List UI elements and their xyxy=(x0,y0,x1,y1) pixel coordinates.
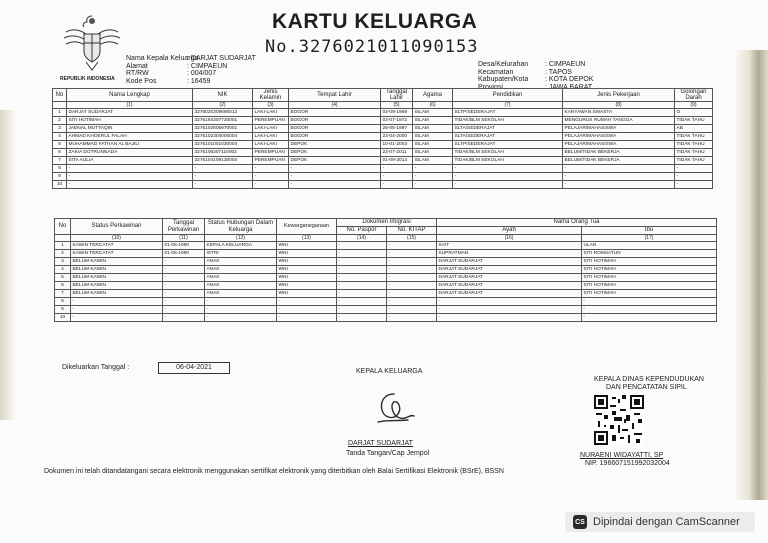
column-header: No xyxy=(55,219,71,235)
table-header-row xyxy=(53,89,713,102)
table-cell: ISLAM xyxy=(413,125,453,133)
table-cell: - xyxy=(337,314,387,322)
table-cell: PEREMPUAN xyxy=(253,149,289,157)
table-cell: - xyxy=(582,314,717,322)
table-cell: 3276101001030004 xyxy=(193,141,253,149)
table-cell: - xyxy=(675,165,713,173)
table-cell: - xyxy=(163,258,205,266)
header-label: RT/RW xyxy=(126,70,149,77)
column-header: Tempat Lahir xyxy=(289,89,381,102)
column-index: (16) xyxy=(437,235,582,242)
table-cell: - xyxy=(563,165,675,173)
table-cell: - xyxy=(437,298,582,306)
table-cell: - xyxy=(337,306,387,314)
column-index: (2) xyxy=(193,102,253,109)
table-cell: TIDAK/BLM SEKOLAH xyxy=(453,149,563,157)
family-status-body xyxy=(55,242,717,322)
table-cell: 1 xyxy=(53,109,67,117)
table-cell: AHMAD KHOERUL FALAH xyxy=(67,133,193,141)
table-cell: - xyxy=(437,306,582,314)
table-cell: - xyxy=(67,181,193,189)
table-cell: BELUM KAWIN xyxy=(71,282,163,290)
table-cell: DEPOK xyxy=(289,141,381,149)
table-row xyxy=(55,266,717,274)
column-header: Tanggal Lahir xyxy=(381,89,413,102)
table-cell: - xyxy=(453,181,563,189)
table-cell: MENGURUS RUMAH TANGGA xyxy=(563,117,675,125)
table-cell: 4 xyxy=(53,133,67,141)
table-cell: 23-07-2011 xyxy=(381,149,413,157)
table-cell: SLTA/SEDERAJAT xyxy=(453,125,563,133)
family-status-table xyxy=(54,218,717,322)
table-cell: - xyxy=(163,298,205,306)
table-cell: 3276020309690012 xyxy=(193,109,253,117)
table-cell: PELAJAR/MAHASISWA xyxy=(563,133,675,141)
table-row xyxy=(53,173,713,181)
kepala-keluarga-name: DARJAT SUDARJAT xyxy=(348,440,413,447)
table-cell: 3 xyxy=(55,258,71,266)
table-cell: WNI xyxy=(277,266,337,274)
table-cell: - xyxy=(71,306,163,314)
table-cell: - xyxy=(563,173,675,181)
table-cell: 01-09-2013 xyxy=(381,157,413,165)
table-cell: DEPOK xyxy=(289,149,381,157)
column-header: Nama Orang Tua xyxy=(437,219,717,227)
column-index: (15) xyxy=(387,235,437,242)
table-cell: - xyxy=(413,165,453,173)
column-index: (6) xyxy=(413,102,453,109)
table-cell: SAIT xyxy=(437,242,582,250)
column-index: (7) xyxy=(453,102,563,109)
header-label: Kabupaten/Kota xyxy=(478,76,529,83)
column-header: Dokumen Imigrasi xyxy=(337,219,437,227)
official-nip: NIP. 196607151992032004 xyxy=(585,460,670,467)
column-header: Nama Lengkap xyxy=(67,89,193,102)
table-cell: SITI HOTIMAH xyxy=(582,266,717,274)
table-cell: - xyxy=(163,314,205,322)
table-cell: - xyxy=(387,274,437,282)
table-cell: WNI xyxy=(277,242,337,250)
table-cell: - xyxy=(289,173,381,181)
table-cell: 6 xyxy=(53,149,67,157)
family-members-body xyxy=(53,109,713,189)
table-cell: BELUM KAWIN xyxy=(71,258,163,266)
table-cell: BELUM KAWIN xyxy=(71,266,163,274)
table-cell: - xyxy=(277,298,337,306)
qr-code-icon xyxy=(594,395,644,445)
table-cell: ANAK xyxy=(205,258,277,266)
column-index: (3) xyxy=(253,102,289,109)
column-subheader: Ibu xyxy=(582,227,717,235)
header-right-values xyxy=(545,61,594,91)
table-cell: 3276106307110002 xyxy=(193,149,253,157)
table-cell: - xyxy=(205,314,277,322)
table-header-row xyxy=(55,219,717,227)
table-cell: 10-01-2003 xyxy=(381,141,413,149)
table-cell: MUHAMMAD FATHAN AL BAJILI xyxy=(67,141,193,149)
table-cell: ISLAM xyxy=(413,117,453,125)
table-cell: SITA AULIA xyxy=(67,157,193,165)
table-cell: - xyxy=(387,250,437,258)
table-row xyxy=(55,250,717,258)
table-cell: DEPOK xyxy=(289,157,381,165)
table-cell: SITI HOTIMAH xyxy=(582,282,717,290)
signature-icon xyxy=(364,390,422,430)
table-row xyxy=(55,242,717,250)
table-cell: SITI HOTIMAH xyxy=(582,258,717,266)
table-cell: PEREMPUAN xyxy=(253,157,289,165)
column-subheader: Ayah xyxy=(437,227,582,235)
table-cell: 01-05-1990 xyxy=(163,242,205,250)
table-cell: 5 xyxy=(53,141,67,149)
table-cell: O xyxy=(675,109,713,117)
table-cell: WNI xyxy=(277,258,337,266)
column-index xyxy=(53,102,67,109)
table-cell: - xyxy=(387,258,437,266)
table-cell: WNI xyxy=(277,274,337,282)
table-cell: SITI ROMSATUN xyxy=(582,250,717,258)
table-cell: 6 xyxy=(55,282,71,290)
table-cell: TIDAK TAHU xyxy=(675,117,713,125)
table-cell: DARJAT SUDARJAT xyxy=(437,266,582,274)
column-header: NIK xyxy=(193,89,253,102)
header-label: Kode Pos xyxy=(126,77,157,85)
table-cell: ISTRI xyxy=(205,250,277,258)
header-label: Provinsi xyxy=(478,83,503,91)
table-cell: DARJAT SUDARJAT xyxy=(437,274,582,282)
table-cell: - xyxy=(193,165,253,173)
table-cell: - xyxy=(337,290,387,298)
column-index: (4) xyxy=(289,102,381,109)
table-cell: - xyxy=(387,266,437,274)
table-cell: SUPRATMAN xyxy=(437,250,582,258)
table-cell: - xyxy=(205,298,277,306)
table-cell: ZAKIA DOTRUNNADA xyxy=(67,149,193,157)
column-index: (10) xyxy=(71,235,163,242)
table-cell: - xyxy=(381,173,413,181)
column-header: Agama xyxy=(413,89,453,102)
document-title: KARTU KELUARGA xyxy=(272,10,478,33)
table-cell: - xyxy=(337,282,387,290)
table-cell: - xyxy=(71,298,163,306)
header-left-values xyxy=(187,55,256,85)
table-row xyxy=(53,181,713,189)
column-header: Tanggal Perkawinan xyxy=(163,219,205,235)
table-index-row xyxy=(55,235,717,242)
table-cell: DARJAT SUDARJAT xyxy=(437,290,582,298)
column-header: Jenis Pekerjaan xyxy=(563,89,675,102)
table-cell: ISLAM xyxy=(413,157,453,165)
table-cell: - xyxy=(337,242,387,250)
table-cell: 3276164307720001 xyxy=(193,117,253,125)
table-cell: 2 xyxy=(55,250,71,258)
table-cell: WNI xyxy=(277,290,337,298)
table-cell: 9 xyxy=(55,306,71,314)
table-cell: 7 xyxy=(53,157,67,165)
table-cell: ANAK xyxy=(205,282,277,290)
table-cell: 3276104109130004 xyxy=(193,157,253,165)
table-cell: 01-05-1990 xyxy=(163,250,205,258)
table-cell: - xyxy=(337,298,387,306)
column-header: Golongan Darah xyxy=(675,89,713,102)
table-cell: 7 xyxy=(55,290,71,298)
table-cell: 10 xyxy=(53,181,67,189)
table-cell: DARJAT SUDARJAT xyxy=(437,282,582,290)
table-cell: - xyxy=(163,290,205,298)
family-members-table xyxy=(52,88,713,189)
table-cell: - xyxy=(413,173,453,181)
table-cell: - xyxy=(205,306,277,314)
table-cell: DARJAT SUDARJAT xyxy=(437,258,582,266)
header-value: : CIMPAEUN xyxy=(545,61,586,68)
table-cell: 03-07-1972 xyxy=(381,117,413,125)
column-subheader: No. KITAP xyxy=(387,227,437,235)
column-header: Status Perkawinan xyxy=(71,219,163,235)
table-cell: - xyxy=(387,298,437,306)
table-cell: 8 xyxy=(55,298,71,306)
table-cell: KARYAWAN SWASTA xyxy=(563,109,675,117)
table-cell: 10 xyxy=(55,314,71,322)
column-index: (8) xyxy=(563,102,675,109)
header-right-labels xyxy=(478,61,528,91)
table-cell: ISLAM xyxy=(413,141,453,149)
table-cell: TIDAK TAHU xyxy=(675,133,713,141)
camscanner-label: Dipindai dengan CamScanner xyxy=(593,516,740,528)
table-row xyxy=(55,298,717,306)
table-cell: BOGOR xyxy=(289,133,381,141)
table-cell: - xyxy=(437,314,582,322)
table-cell: LAKI-LAKI xyxy=(253,125,289,133)
table-cell: - xyxy=(289,165,381,173)
table-row xyxy=(53,117,713,125)
column-index: (5) xyxy=(381,102,413,109)
table-cell: WNI xyxy=(277,250,337,258)
garuda-emblem-icon xyxy=(60,10,124,74)
table-cell: KAWIN TERCATAT xyxy=(71,242,163,250)
scan-edge-right xyxy=(736,50,768,500)
column-subheader: No. Paspor xyxy=(337,227,387,235)
table-cell: - xyxy=(277,314,337,322)
table-cell: ISLAM xyxy=(413,109,453,117)
column-index: (14) xyxy=(337,235,387,242)
table-cell: TIDAK/BLM SEKOLAH xyxy=(453,117,563,125)
table-cell: - xyxy=(582,298,717,306)
table-cell: - xyxy=(413,181,453,189)
table-row xyxy=(53,141,713,149)
column-index: (1) xyxy=(67,102,193,109)
table-row xyxy=(53,157,713,165)
column-header: Status Hubungan Dalam Keluarga xyxy=(205,219,277,235)
header-value: : KOTA DEPOK xyxy=(545,76,594,83)
column-header: Jenis Kelamin xyxy=(253,89,289,102)
table-cell: BOGOR xyxy=(289,117,381,125)
header-value: : DARJAT SUDARJAT xyxy=(187,55,256,62)
table-cell: DARJAT SUDARJAT xyxy=(67,109,193,117)
table-cell: TIDAK TAHU xyxy=(675,149,713,157)
table-row xyxy=(55,258,717,266)
table-cell: BOGOR xyxy=(289,109,381,117)
table-cell: LAKI-LAKI xyxy=(253,133,289,141)
table-cell: - xyxy=(337,250,387,258)
camscanner-icon: CS xyxy=(573,515,587,529)
table-cell: - xyxy=(277,306,337,314)
table-cell: BELUM/TIDAK BEKERJA xyxy=(563,157,675,165)
table-cell: - xyxy=(193,173,253,181)
header-label: Nama Kepala Keluarga xyxy=(126,55,199,62)
column-index xyxy=(55,235,71,242)
table-cell: PEREMPUAN xyxy=(253,117,289,125)
header-value: : 16459 xyxy=(187,77,211,85)
table-row xyxy=(53,165,713,173)
table-cell: WNI xyxy=(277,282,337,290)
table-row xyxy=(55,274,717,282)
table-cell: 3 xyxy=(53,125,67,133)
table-cell: BOGOR xyxy=(289,125,381,133)
table-cell: 3276102605970001 xyxy=(193,125,253,133)
table-cell: - xyxy=(71,314,163,322)
column-header: No xyxy=(53,89,67,102)
signature-caption: Tanda Tangan/Cap Jempol xyxy=(346,450,430,457)
table-cell: - xyxy=(253,173,289,181)
table-row xyxy=(53,109,713,117)
table-cell: - xyxy=(453,165,563,173)
official-name: NURAENI WIDAYATTI, SP xyxy=(580,452,664,459)
issued-label: Dikeluarkan Tanggal : xyxy=(62,364,130,371)
header-label: Kecamatan xyxy=(478,68,514,76)
header-value: : 004/007 xyxy=(187,70,217,77)
kk-number: No.3276021011090153 xyxy=(265,37,479,57)
table-cell: - xyxy=(337,266,387,274)
table-cell: SITI HOTIMAH xyxy=(582,290,717,298)
table-row xyxy=(53,125,713,133)
table-cell: - xyxy=(289,181,381,189)
table-cell: SLTA/SEDERAJAT xyxy=(453,133,563,141)
table-cell: - xyxy=(381,165,413,173)
table-cell: - xyxy=(675,181,713,189)
table-cell: BELUM KAWIN xyxy=(71,274,163,282)
table-cell: BELUM KAWIN xyxy=(71,290,163,298)
column-header: Kewarganegaraan xyxy=(277,219,337,235)
table-cell: 8 xyxy=(53,165,67,173)
table-cell: - xyxy=(163,266,205,274)
table-cell: ISLAM xyxy=(413,149,453,157)
table-row xyxy=(53,133,713,141)
scan-edge-left xyxy=(0,110,16,420)
table-cell: ANAK xyxy=(205,266,277,274)
table-cell: - xyxy=(163,274,205,282)
table-cell: - xyxy=(387,314,437,322)
camscanner-badge xyxy=(565,512,755,532)
dinas-title-line1: KEPALA DINAS KEPENDUDUKAN xyxy=(594,376,704,383)
table-cell: PELAJAR/MAHASISWA xyxy=(563,141,675,149)
table-cell: LAKI-LAKI xyxy=(253,109,289,117)
emblem-caption: REPUBLIK INDONESIA xyxy=(60,76,115,82)
table-cell: - xyxy=(563,181,675,189)
table-cell: SITI HOTIMAH xyxy=(582,274,717,282)
table-cell: ANAK xyxy=(205,290,277,298)
table-cell: - xyxy=(387,306,437,314)
table-cell: ISLAM xyxy=(413,133,453,141)
table-cell: 4 xyxy=(55,266,71,274)
table-cell: - xyxy=(675,173,713,181)
table-row xyxy=(55,306,717,314)
header-label: Alamat xyxy=(126,62,148,70)
table-cell: - xyxy=(67,173,193,181)
table-cell: - xyxy=(381,181,413,189)
table-cell: ANAK xyxy=(205,274,277,282)
table-row xyxy=(53,149,713,157)
table-cell: 26-05-1997 xyxy=(381,125,413,133)
header-value: : CIMPAEUN xyxy=(187,62,228,70)
table-cell: AB xyxy=(675,125,713,133)
table-cell: LAKI-LAKI xyxy=(253,141,289,149)
table-cell: 1 xyxy=(55,242,71,250)
table-cell: PELAJAR/MAHASISWA xyxy=(563,125,675,133)
header-value: : JAWA BARAT xyxy=(545,83,593,91)
table-cell: KAWIN TERCATAT xyxy=(71,250,163,258)
column-index: (13) xyxy=(277,235,337,242)
header-label: Desa/Kelurahan xyxy=(478,61,529,68)
table-index-row xyxy=(53,102,713,109)
header-value: : TAPOS xyxy=(545,68,572,76)
table-row xyxy=(55,314,717,322)
table-cell: BELUM/TIDAK BEKERJA xyxy=(563,149,675,157)
table-cell: SITI HOTIMAH xyxy=(67,117,193,125)
column-index: (12) xyxy=(205,235,277,242)
table-cell: - xyxy=(337,258,387,266)
table-cell: - xyxy=(387,290,437,298)
table-cell: 2 xyxy=(53,117,67,125)
table-cell: - xyxy=(163,306,205,314)
column-header: Pendidikan xyxy=(453,89,563,102)
table-cell: 5 xyxy=(55,274,71,282)
table-cell: - xyxy=(67,165,193,173)
table-cell: TIDAK/BLM SEKOLAH xyxy=(453,157,563,165)
table-cell: - xyxy=(453,173,563,181)
kepala-keluarga-label: KEPALA KELUARGA xyxy=(356,368,423,375)
table-cell: SLTP/SEDERAJAT xyxy=(453,141,563,149)
table-cell: SLTP/SEDERAJAT xyxy=(453,109,563,117)
issued-date: 06-04-2021 xyxy=(158,362,230,374)
column-index: (17) xyxy=(582,235,717,242)
table-cell: ULAN xyxy=(582,242,717,250)
table-cell: 23-04-2000 xyxy=(381,133,413,141)
dinas-title-line2: DAN PENCATATAN SIPIL xyxy=(606,384,687,391)
column-index: (11) xyxy=(163,235,205,242)
table-row xyxy=(55,282,717,290)
table-cell: - xyxy=(193,181,253,189)
table-cell: - xyxy=(253,165,289,173)
table-cell: - xyxy=(582,306,717,314)
table-cell: JAENAL MUTTAQIN xyxy=(67,125,193,133)
table-cell: TIDAK TAHU xyxy=(675,141,713,149)
table-cell: 03-09-1969 xyxy=(381,109,413,117)
electronic-signature-disclaimer: Dokumen ini telah ditandatangani secara elektronik menggunakan sertifikat elektronik yang diterbitkan oleh Balai Sertifikasi Elektronik (BSrE), BSSN xyxy=(44,468,504,475)
table-cell: - xyxy=(337,274,387,282)
table-row xyxy=(55,290,717,298)
table-cell: - xyxy=(253,181,289,189)
table-cell: 9 xyxy=(53,173,67,181)
column-index: (9) xyxy=(675,102,713,109)
table-cell: - xyxy=(387,242,437,250)
table-cell: KEPALA KELUARGA xyxy=(205,242,277,250)
table-cell: - xyxy=(387,282,437,290)
table-cell: 3276102304000004 xyxy=(193,133,253,141)
table-cell: - xyxy=(163,282,205,290)
table-cell: TIDAK TAHU xyxy=(675,157,713,165)
